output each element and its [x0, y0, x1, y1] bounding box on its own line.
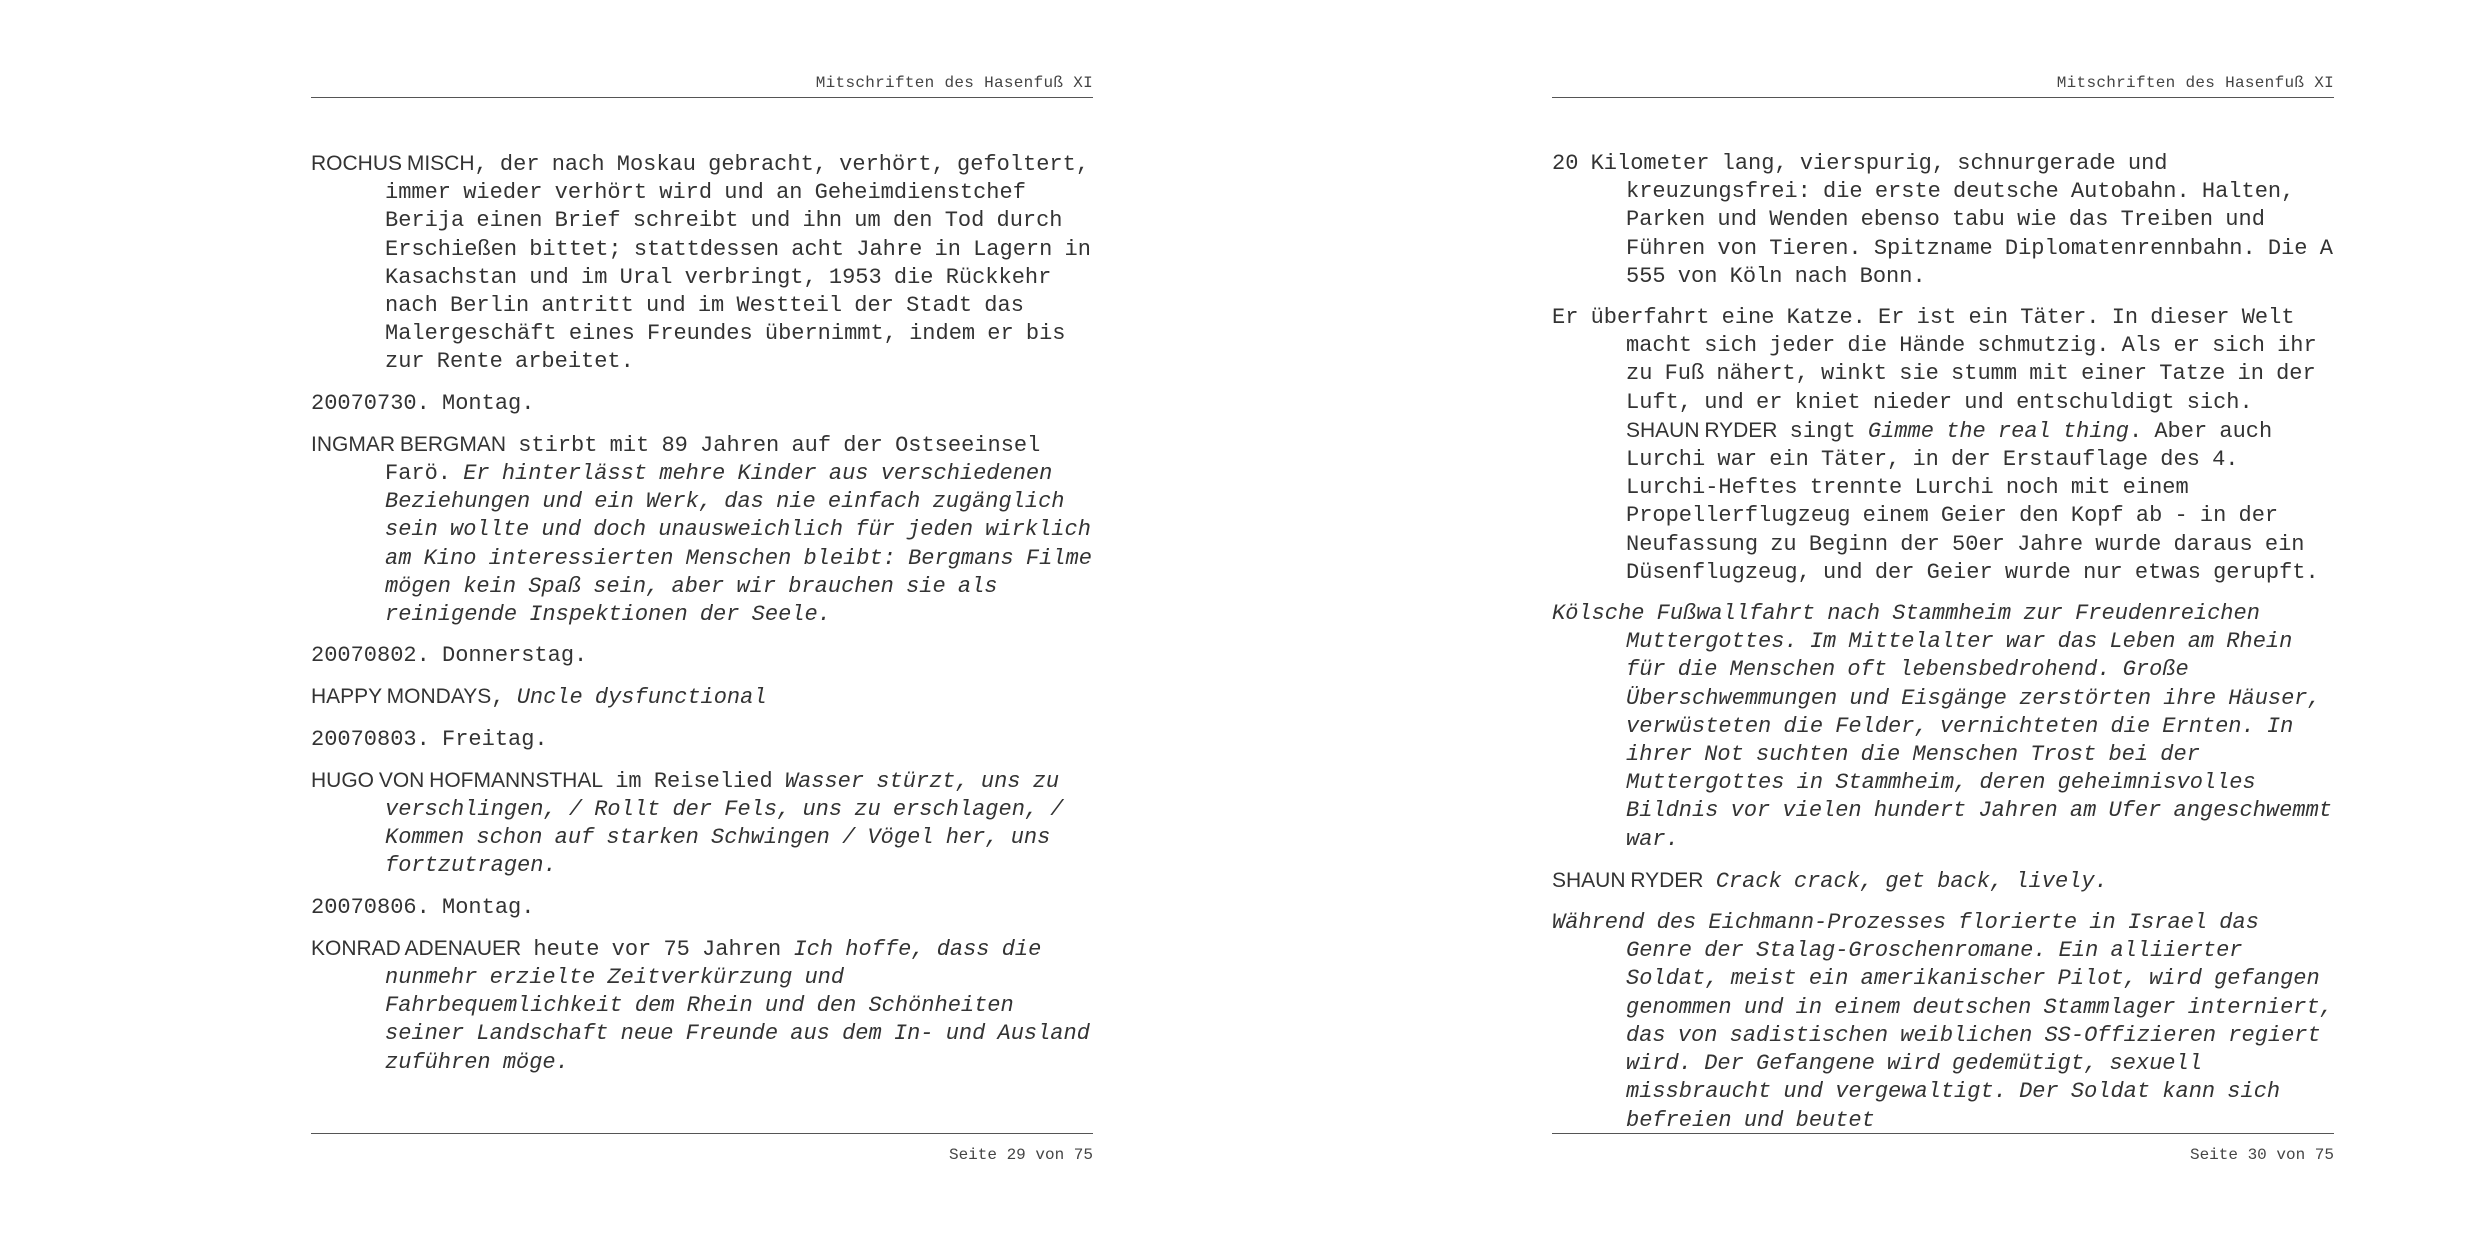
person-name: SHAUN RYDER: [1626, 418, 1778, 442]
date-text: 20070803. Freitag.: [311, 726, 548, 752]
entry-text: singt: [1777, 418, 1868, 444]
person-name: HAPPY MONDAYS: [311, 685, 492, 709]
person-name: KONRAD ADENAUER: [311, 936, 522, 960]
page-number: Seite 30 von 75: [2189, 1146, 2334, 1164]
entry-text: 20 Kilometer lang, vierspurig, schnurgerade und kreuzungsfrei: die erste deutsche Autobahn. Halten, Parken und Wenden ebenso tabu wie das Treiben und Führen von Tieren. Spitzname Diplomatenrennbahn. Die A 555 von Köln nach Bonn.: [1552, 151, 2333, 289]
entry-text: stirbt mit 89 Jahren auf der Ostseeinsel Farö.: [385, 432, 1041, 487]
header-rule: [1552, 97, 2334, 98]
diary-entry: [1552, 909, 2334, 1135]
footer-rule: [311, 1133, 1093, 1134]
entry-text: im Reiselied: [603, 768, 785, 794]
person-name: INGMAR BERGMAN: [311, 432, 507, 456]
quote-text: Crack crack, get back, lively.: [1715, 868, 2108, 894]
diary-entry: [311, 935, 1093, 1077]
date-entry: [311, 726, 1093, 754]
quote-text: Er hinterlässt mehre Kinder aus verschiedenen Beziehungen und ein Werk, das nie einfach zugänglich sein wollte und doch unausweichlich für jeden wirklich am Kino interessierten Menschen bleibt: Bergmans Filme mögen kein Spaß sein, aber wir brauchen sie als reinigende Inspektionen der Seele.: [385, 461, 1092, 628]
left-page: [311, 0, 1093, 1240]
running-header: Mitschriften des Hasenfuß XI: [2056, 74, 2334, 92]
diary-entry: [1552, 600, 2334, 854]
person-name: HUGO VON HOFMANNSTHAL: [311, 768, 604, 792]
diary-entry: [1552, 150, 2334, 291]
entry-text: Er überfahrt eine Katze. Er ist ein Täter. In dieser Welt macht sich jeder die Hände schmutzig. Als er sich ihr zu Fuß nähert, winkt sie stumm mit einer Tatze in der Luft, und er kniet nieder und entschuldigt sich.: [1552, 305, 2317, 415]
quote-text: Kölsche Fußwallfahrt nach Stammheim zur Freudenreichen Muttergottes. Im Mittelalter war das Leben am Rhein für die Menschen oft lebensbedrohend. Große Überschwemmungen und Eisgänge zerstörten ihre Häuser, verwüsteten die Felder, vernichteten die Ernten. In ihrer Not suchten die Menschen Trost bei der Muttergottes in Stammheim, deren geheimnisvolles Bildnis vor vielen hundert Jahren am Ufer angeschwemmt war.: [1552, 601, 2332, 852]
page-number: Seite 29 von 75: [948, 1146, 1093, 1164]
entry-text: . Aber auch Lurchi war ein Täter, in der Erstauflage des 4. Lurchi-Heftes trennte Lurchi noch mit einem Propellerflugzeug einem Geier den Kopf ab - in der Neufassung zu Beginn der 50er Jahre wurde daraus ein Düsenflugzeug, und der Geier wurde nur etwas gerupft.: [1626, 418, 2319, 585]
quote-text: Ich hoffe, dass die nunmehr erzielte Zeitverkürzung und Fahrbequemlichkeit dem Rhein und den Schönheiten seiner Landschaft neue Freunde aus dem In- und Ausland zuführen möge.: [385, 936, 1090, 1075]
date-entry: [311, 390, 1093, 418]
header-rule: [311, 97, 1093, 98]
date-text: 20070806. Montag.: [311, 894, 535, 920]
page-body: [311, 150, 1093, 1090]
entry-text: heute vor 75 Jahren: [521, 936, 794, 962]
date-entry: [311, 894, 1093, 922]
running-header: Mitschriften des Hasenfuß XI: [815, 74, 1093, 92]
diary-entry: [311, 431, 1093, 629]
diary-entry: [311, 150, 1093, 377]
diary-entry: [1552, 867, 2334, 896]
date-text: 20070730. Montag.: [311, 390, 535, 416]
diary-entry: [311, 683, 1093, 712]
page-body: [1552, 150, 2334, 1148]
entry-text: ,: [491, 685, 517, 711]
quote-text: Wasser stürzt, uns zu verschlingen, / Rollt der Fels, uns zu erschlagen, / Kommen schon auf starken Schwingen / Vögel her, uns fortzutragen.: [385, 768, 1064, 879]
person-name: ROCHUS MISCH: [311, 152, 475, 175]
entry-text: [1703, 869, 1715, 894]
person-name: SHAUN RYDER: [1552, 868, 1704, 892]
quote-text: Gimme the real thing: [1867, 418, 2129, 444]
entry-text: , der nach Moskau gebracht, verhört, gefoltert, immer wieder verhört wird und an Geheimdienstchef Berija einen Brief schreibt und ihn um den Tod durch Erschießen bittet; stattdessen acht Jahre in Lagern in Kasachstan und im Ural verbringt, 1953 die Rückkehr nach Berlin antritt und im Westteil der Stadt das Malergeschäft eines Freundes übernimmt, indem er bis zur Rente arbeitet.: [385, 152, 1091, 375]
right-page: [1552, 0, 2334, 1240]
quote-text: Während des Eichmann-Prozesses florierte in Israel das Genre der Stalag-Groschenromane. Ein alliierter Soldat, meist ein amerikanischer Pilot, wird gefangen genommen und in einem deutschen Stammlager interniert, das von sadistischen weiblichen SS-Offizieren regiert wird. Der Gefangene wird gedemütigt, sexuell missbraucht und vergewaltigt. Der Soldat kann sich befreien und beutet: [1552, 910, 2333, 1133]
footer-rule: [1552, 1133, 2334, 1134]
diary-entry: [311, 767, 1093, 881]
date-entry: [311, 642, 1093, 670]
quote-text: Uncle dysfunctional: [516, 685, 767, 711]
diary-entry: [1552, 304, 2334, 587]
date-text: 20070802. Donnerstag.: [311, 643, 588, 669]
